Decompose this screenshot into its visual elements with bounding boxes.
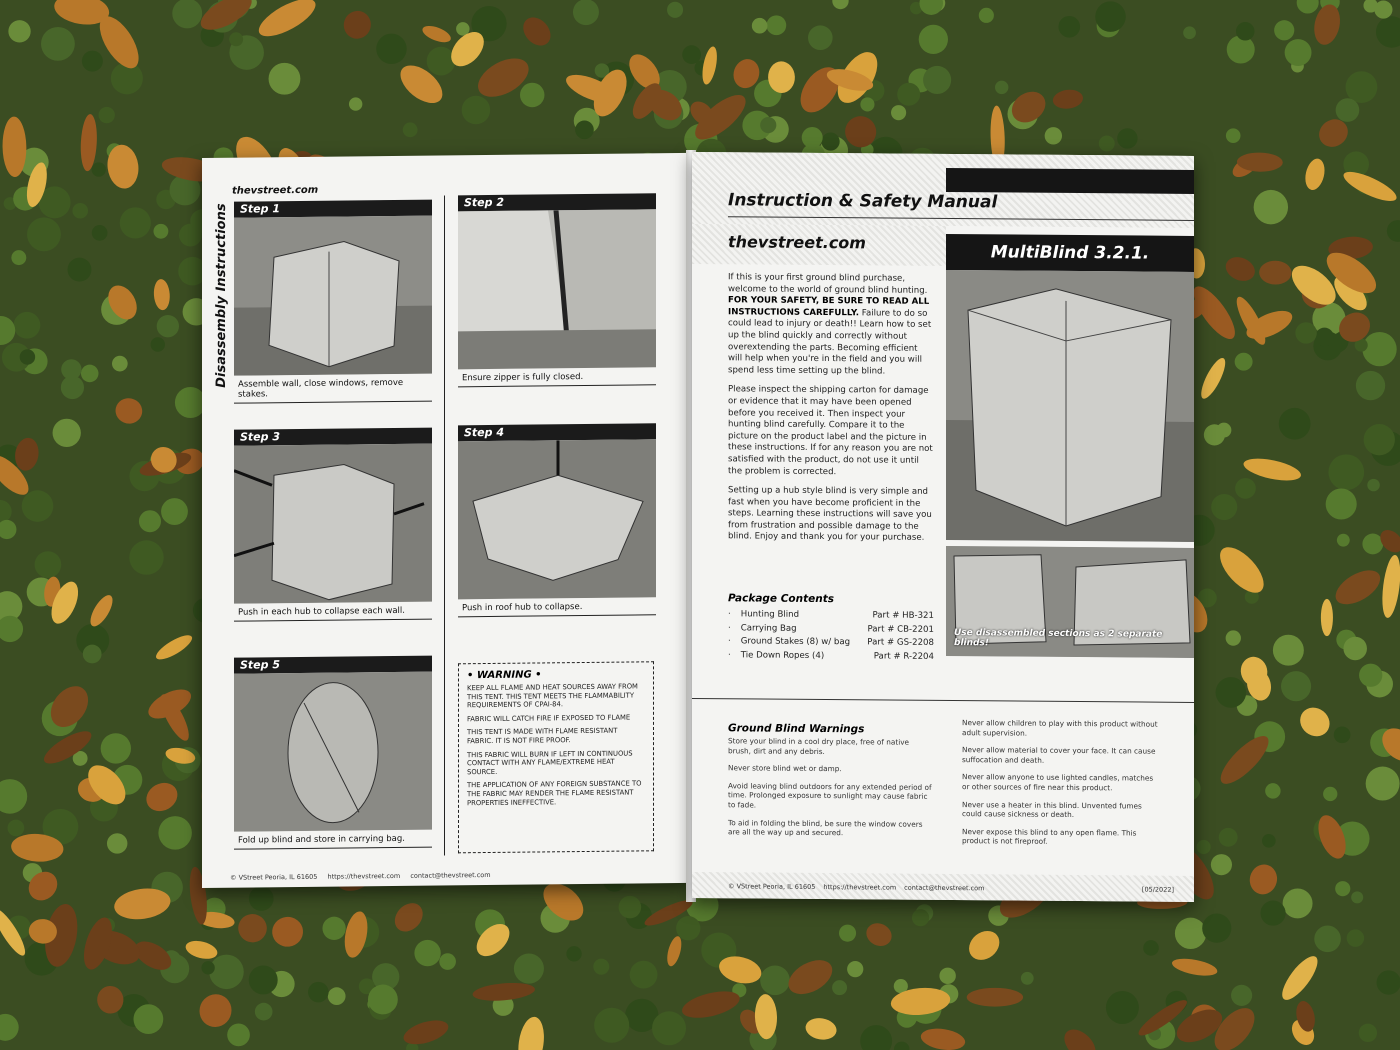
clover-leaf bbox=[161, 498, 188, 525]
clover-leaf bbox=[1216, 677, 1247, 708]
header-black-bar bbox=[946, 168, 1194, 194]
clover-leaf bbox=[1260, 901, 1285, 926]
clover-leaf bbox=[249, 965, 278, 994]
clover-leaf bbox=[129, 540, 163, 574]
clover-leaf bbox=[1095, 1, 1126, 32]
clover-leaf bbox=[682, 45, 701, 64]
booklet-left-page bbox=[202, 153, 690, 888]
step-4-caption: Push in roof hub to collapse. bbox=[458, 597, 656, 617]
clover-leaf bbox=[1211, 494, 1237, 520]
clover-leaf bbox=[1366, 767, 1400, 801]
clover-leaf bbox=[979, 8, 994, 23]
step-2-label: Step 2 bbox=[458, 193, 656, 211]
clover-leaf bbox=[1364, 424, 1395, 455]
clover-leaf bbox=[912, 909, 929, 926]
clover-leaf bbox=[808, 25, 833, 50]
clover-leaf bbox=[1356, 371, 1385, 400]
package-item-part: Part # CB-2201 bbox=[867, 623, 934, 635]
clover-leaf bbox=[1377, 970, 1400, 994]
footer-company: © VStreet Peoria, IL 61605 bbox=[728, 882, 816, 891]
clover-leaf bbox=[1323, 787, 1337, 801]
clover-leaf bbox=[619, 896, 642, 919]
clover-leaf bbox=[53, 419, 81, 447]
clover-leaf bbox=[1374, 1, 1392, 19]
clover-leaf bbox=[322, 917, 345, 940]
warning-item: Never expose this blind to any open flame. This product is not fireproof. bbox=[962, 826, 1137, 847]
column-divider bbox=[444, 195, 445, 855]
warning-item: To aid in folding the blind, be sure the window covers are all the way up and secured. bbox=[728, 817, 923, 838]
clover-leaf bbox=[1254, 190, 1288, 224]
clover-leaf bbox=[157, 315, 179, 337]
warning-item: Avoid leaving blind outdoors for any extended period of time. Prolonged exposure to sunlight may cause fabric to fade. bbox=[728, 781, 932, 810]
clover-leaf bbox=[1262, 834, 1276, 848]
clover-leaf bbox=[1099, 136, 1115, 152]
clover-leaf bbox=[1283, 888, 1313, 918]
clover-leaf bbox=[1045, 127, 1062, 144]
footer-company: © VStreet Peoria, IL 61605 bbox=[230, 872, 318, 882]
clover-leaf bbox=[249, 886, 274, 911]
clover-leaf bbox=[92, 225, 108, 241]
clover-leaf bbox=[667, 2, 683, 18]
clover-leaf bbox=[403, 122, 418, 137]
warning-line: KEEP ALL FLAME AND HEAT SOURCES AWAY FROM THIS TENT. THIS TENT MEETS THE FLAMMABILITY REQUIREMENTS OF CPAI-84. bbox=[467, 682, 638, 710]
step-3 bbox=[234, 428, 432, 622]
step-2-photo bbox=[458, 209, 656, 369]
clover-leaf bbox=[1021, 972, 1034, 985]
warning-line: FABRIC WILL CATCH FIRE IF EXPOSED TO FLAME bbox=[467, 713, 631, 724]
right-site-label: thevstreet.com bbox=[728, 232, 866, 253]
clover-leaf bbox=[919, 25, 948, 54]
clover-leaf bbox=[1281, 671, 1311, 701]
clover-leaf bbox=[462, 96, 490, 124]
step-1-caption: Assemble wall, close windows, remove stakes. bbox=[234, 374, 432, 404]
clover-leaf bbox=[255, 1003, 273, 1021]
clover-leaf bbox=[1315, 328, 1334, 347]
clover-leaf bbox=[575, 121, 594, 140]
intro-text bbox=[728, 272, 934, 553]
warning-item: Never allow children to play with this product without adult supervision. bbox=[962, 718, 1158, 738]
clover-leaf bbox=[1334, 726, 1351, 743]
clover-leaf bbox=[99, 107, 115, 123]
clover-leaf bbox=[20, 349, 35, 364]
clover-leaf bbox=[439, 953, 456, 970]
clover-leaf bbox=[520, 83, 544, 107]
clover-leaf bbox=[22, 490, 54, 522]
left-site-label: thevstreet.com bbox=[232, 184, 319, 197]
clover-leaf bbox=[153, 224, 168, 239]
step-5-photo bbox=[234, 672, 432, 832]
clover-leaf bbox=[368, 985, 398, 1015]
clover-leaf bbox=[760, 117, 776, 133]
clover-leaf bbox=[8, 20, 30, 42]
clover-leaf bbox=[832, 980, 847, 995]
clover-leaf bbox=[27, 217, 61, 251]
clover-leaf bbox=[1236, 22, 1255, 41]
clover-leaf bbox=[328, 987, 346, 1005]
clover-leaf bbox=[821, 132, 839, 150]
clover-leaf bbox=[139, 510, 161, 532]
clover-leaf bbox=[939, 968, 955, 984]
clover-leaf bbox=[1347, 929, 1364, 946]
clover-leaf bbox=[1211, 854, 1232, 875]
clover-leaf bbox=[802, 127, 823, 148]
clover-leaf bbox=[229, 32, 243, 46]
section-divider bbox=[692, 698, 1194, 703]
intro-paragraph-2: Please inspect the shipping carton for damage or evidence that it may have been opened before you received it. Then inspect your hunting blind carefully. Compare it to the picture on the product label and the picture in these instructions. If for any reason you are not satisfied with the product, do not use it until the problem is corrected. bbox=[728, 384, 933, 477]
warning-line: THE APPLICATION OF ANY FOREIGN SUBSTANCE TO THE FABRIC MAY RENDER THE FLAME RESISTANT PROPERTIES INEFFECTIVE. bbox=[467, 779, 642, 807]
warning-box bbox=[458, 661, 654, 853]
clover-leaf bbox=[676, 916, 700, 940]
package-item-name: · Hunting Blind bbox=[728, 608, 799, 622]
footer-date: [05/2022] bbox=[1141, 885, 1174, 894]
clover-leaf bbox=[41, 27, 75, 61]
clover-leaf bbox=[1295, 322, 1316, 343]
clover-leaf bbox=[839, 925, 856, 942]
clover-leaf bbox=[1265, 783, 1280, 798]
footer-email: contact@thevstreet.com bbox=[904, 883, 985, 893]
clover-leaf bbox=[72, 203, 88, 219]
step-3-caption: Push in each hub to collapse each wall. bbox=[234, 602, 432, 622]
clover-leaf bbox=[1197, 840, 1211, 854]
clover-leaf bbox=[414, 940, 440, 966]
clover-leaf bbox=[995, 81, 1008, 94]
step-3-photo bbox=[234, 444, 432, 604]
disassembly-title: Disassembly Instructions bbox=[214, 203, 229, 388]
package-item-name: · Tie Down Ropes (4) bbox=[728, 649, 824, 663]
clover-leaf bbox=[1235, 353, 1253, 371]
clover-leaf bbox=[82, 51, 103, 72]
clover-leaf bbox=[891, 105, 906, 120]
clover-leaf bbox=[112, 356, 128, 372]
clover-leaf bbox=[1285, 39, 1312, 66]
clover-leaf bbox=[923, 66, 951, 94]
package-item-name: · Carrying Bag bbox=[728, 622, 797, 636]
clover-leaf bbox=[1058, 16, 1080, 38]
step-5-label: Step 5 bbox=[234, 656, 432, 674]
footer-url: https://thevstreet.com bbox=[327, 871, 401, 881]
clover-leaf bbox=[158, 816, 192, 850]
clover-leaf bbox=[1231, 985, 1252, 1006]
clover-leaf bbox=[1202, 914, 1231, 943]
clover-leaf bbox=[897, 83, 920, 106]
package-list bbox=[728, 608, 934, 664]
clover-leaf bbox=[1362, 534, 1383, 555]
warning-line: THIS FABRIC WILL BURN IF LEFT IN CONTINUOUS CONTACT WITH ANY FLAME/EXTREME HEAT SOURCE. bbox=[467, 749, 633, 776]
clover-leaf bbox=[1337, 534, 1350, 547]
clover-leaf bbox=[514, 954, 544, 984]
clover-leaf bbox=[1227, 35, 1255, 63]
clover-leaf bbox=[1359, 1024, 1377, 1042]
separate-blinds-caption: Use disassembled sections as 2 separate blinds! bbox=[954, 628, 1163, 649]
warnings-left-column bbox=[728, 736, 934, 846]
clover-leaf bbox=[1117, 128, 1137, 148]
clover-leaf bbox=[61, 359, 81, 379]
clover-leaf bbox=[107, 833, 127, 853]
ground-blind-warnings-title: Ground Blind Warnings bbox=[728, 722, 865, 736]
clover-leaf bbox=[269, 63, 301, 95]
step-1-label: Step 1 bbox=[234, 200, 432, 218]
fallen-leaf bbox=[967, 988, 1023, 1007]
clover-leaf bbox=[209, 955, 244, 990]
clover-leaf bbox=[573, 0, 599, 25]
clover-leaf bbox=[1314, 926, 1341, 953]
clover-leaf bbox=[1335, 881, 1350, 896]
clover-leaf bbox=[1328, 454, 1364, 490]
clover-leaf bbox=[847, 961, 863, 977]
clover-leaf bbox=[652, 1011, 686, 1045]
clover-leaf bbox=[68, 258, 92, 282]
clover-leaf bbox=[1235, 478, 1256, 499]
clover-leaf bbox=[1336, 98, 1360, 122]
clover-leaf bbox=[134, 1004, 164, 1034]
clover-leaf bbox=[427, 47, 456, 76]
step-5 bbox=[234, 656, 432, 850]
warning-item: Store your blind in a cool dry place, free of native brush, dirt and any debris. bbox=[728, 736, 910, 756]
booklet-right-page bbox=[692, 152, 1194, 902]
warning-title: • WARNING • bbox=[467, 669, 542, 682]
clover-leaf bbox=[201, 961, 214, 974]
separate-blinds-photo bbox=[946, 546, 1194, 658]
clover-leaf bbox=[1106, 991, 1139, 1024]
intro-paragraph-1 bbox=[728, 272, 934, 378]
package-item-part: Part # R-2204 bbox=[873, 650, 934, 662]
clover-leaf bbox=[227, 1024, 250, 1047]
clover-leaf bbox=[456, 22, 469, 35]
clover-leaf bbox=[1346, 71, 1378, 103]
warning-item: Never allow material to cover your face. It can cause suffocation and death. bbox=[962, 745, 1156, 765]
clover-leaf bbox=[1343, 637, 1367, 661]
clover-leaf bbox=[1274, 20, 1294, 40]
warning-item: Never store blind wet or damp. bbox=[728, 763, 842, 774]
footer-url: https://thevstreet.com bbox=[823, 883, 897, 892]
clover-leaf bbox=[593, 959, 609, 975]
clover-leaf bbox=[151, 337, 165, 351]
clover-leaf bbox=[1362, 332, 1396, 366]
clover-leaf bbox=[120, 207, 151, 238]
clover-leaf bbox=[11, 250, 26, 265]
clover-leaf bbox=[860, 97, 874, 111]
step-1 bbox=[234, 200, 432, 404]
package-item-name: · Ground Stakes (8) w/ bag bbox=[728, 635, 850, 649]
clover-leaf bbox=[1351, 891, 1363, 903]
clover-leaf bbox=[92, 162, 106, 176]
step-2-caption: Ensure zipper is fully closed. bbox=[458, 367, 656, 387]
clover-leaf bbox=[1359, 664, 1382, 687]
manual-title: Instruction & Safety Manual bbox=[728, 190, 998, 213]
clover-leaf bbox=[81, 365, 99, 383]
product-photo bbox=[946, 270, 1194, 542]
package-item-part: Part # HB-321 bbox=[872, 610, 934, 621]
clover-leaf bbox=[1183, 26, 1196, 39]
warning-line: THIS TENT IS MADE WITH FLAME RESISTANT FABRIC. IT IS NOT FIRE PROOF. bbox=[467, 727, 618, 746]
clover-leaf bbox=[760, 965, 790, 995]
step-4-photo bbox=[458, 439, 656, 599]
package-title: Package Contents bbox=[728, 592, 834, 606]
package-item bbox=[728, 649, 934, 664]
clover-leaf bbox=[1226, 630, 1241, 645]
clover-leaf bbox=[35, 551, 62, 578]
step-5-caption: Fold up blind and store in carrying bag. bbox=[234, 830, 432, 850]
clover-leaf bbox=[376, 34, 406, 64]
clover-leaf bbox=[14, 312, 41, 339]
warning-item: Never allow anyone to use lighted candles, matches or other sources of fire near this product. bbox=[962, 772, 1154, 793]
clover-leaf bbox=[766, 15, 786, 35]
clover-leaf bbox=[1326, 488, 1357, 519]
step-4 bbox=[458, 423, 656, 617]
clover-leaf bbox=[101, 733, 131, 763]
intro-p1-bold: FOR YOUR SAFETY, BE SURE TO READ ALL INSTRUCTIONS CAREFULLY. bbox=[728, 295, 930, 319]
clover-leaf bbox=[1216, 423, 1231, 438]
warnings-right-column bbox=[962, 718, 1162, 856]
step-1-photo bbox=[234, 216, 432, 376]
clover-leaf bbox=[1219, 828, 1238, 847]
clover-leaf bbox=[349, 97, 362, 110]
clover-leaf bbox=[8, 820, 25, 837]
intro-paragraph-3: Setting up a hub style blind is very simple and fast when you have become proficient in the steps. Learning these instructions will save you from frustration and possible damage to the blind. Enjoy and thank you for your purchase. bbox=[728, 485, 932, 544]
package-item-part: Part # GS-2208 bbox=[867, 637, 934, 648]
clover-leaf bbox=[308, 982, 329, 1003]
clover-leaf bbox=[594, 1008, 629, 1043]
clover-leaf bbox=[566, 946, 581, 961]
clover-leaf bbox=[630, 961, 658, 989]
step-3-label: Step 3 bbox=[234, 428, 432, 446]
left-footer bbox=[230, 871, 499, 882]
step-4-label: Step 4 bbox=[458, 423, 656, 441]
intro-p1-a: If this is your first ground blind purchase, welcome to the world of ground blind hunting. bbox=[728, 272, 928, 296]
clover-leaf bbox=[1367, 479, 1379, 491]
warning-item: Never use a heater in this blind. Unvented fumes could cause sickness or death. bbox=[962, 799, 1142, 820]
clover-leaf bbox=[83, 645, 102, 664]
step-2 bbox=[458, 193, 656, 387]
footer-email: contact@thevstreet.com bbox=[410, 870, 491, 880]
fallen-leaf bbox=[1321, 599, 1333, 636]
clover-leaf bbox=[1226, 128, 1241, 143]
clover-leaf bbox=[1143, 940, 1159, 956]
clover-leaf bbox=[752, 18, 768, 34]
clover-leaf bbox=[1273, 635, 1304, 666]
model-name: MultiBlind 3.2.1. bbox=[946, 234, 1194, 272]
clover-leaf bbox=[1279, 408, 1311, 440]
clover-leaf bbox=[1175, 918, 1206, 949]
intro-p1-b: Failure to do so could lead to injury or death!! Learn how to set up the blind quickly and correctly without overextending the parts. Becoming efficient will help when you're in the field and you will spend less time setting up the blind. bbox=[728, 308, 932, 377]
